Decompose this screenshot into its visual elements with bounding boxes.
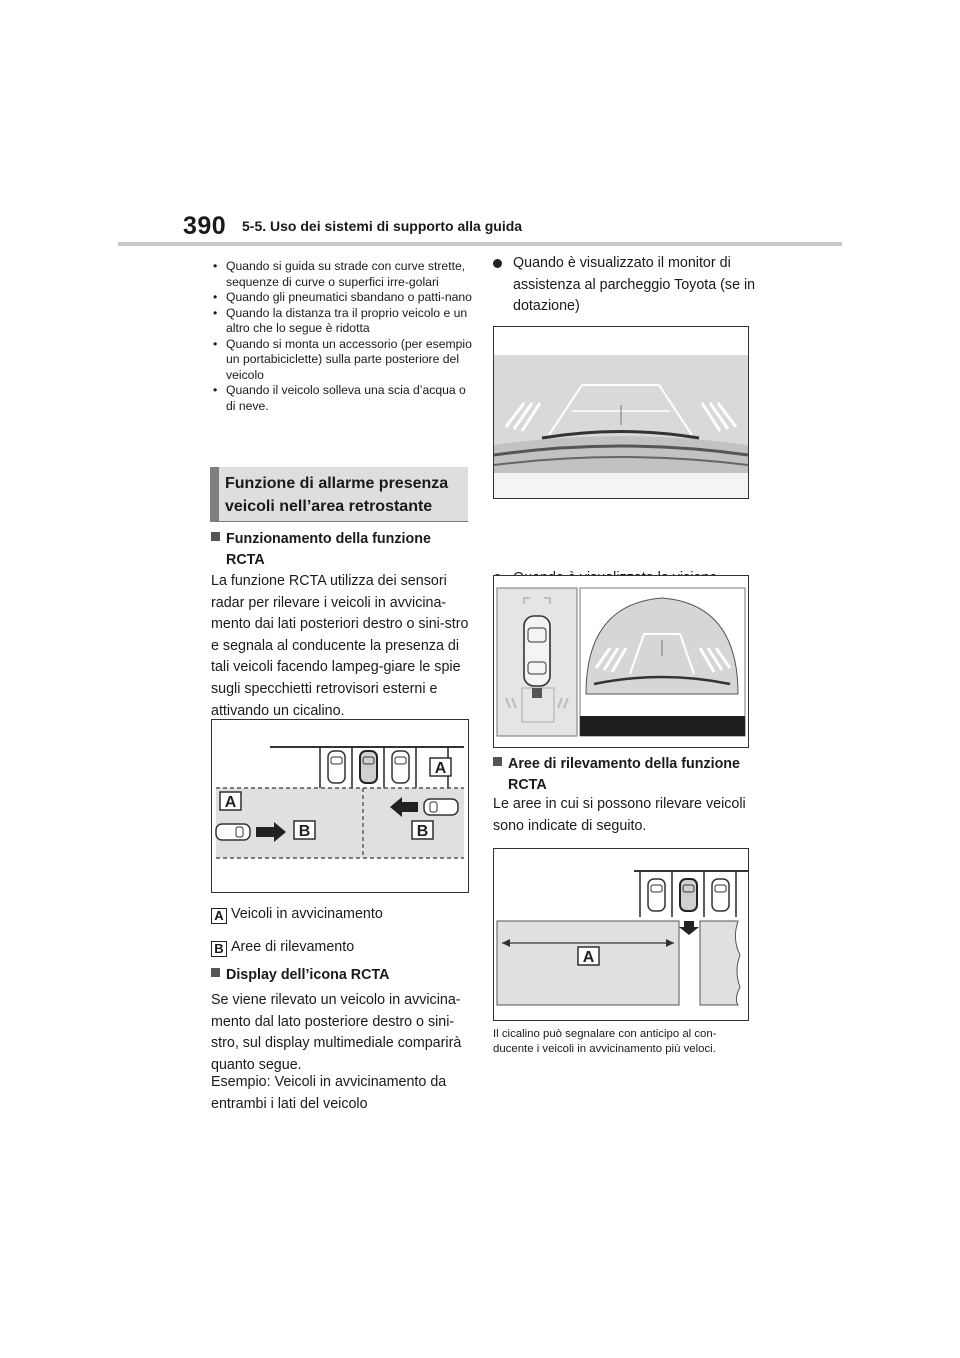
label-a: A bbox=[434, 760, 447, 777]
rcta-detection-diagram bbox=[211, 719, 469, 893]
dot-item-parking-assist: Quando è visualizzato il monitor di assistenza al parcheggio Toyota (se in dotazione) bbox=[493, 253, 765, 318]
list-item: • Quando la distanza tra il proprio veicolo e un altro che lo segue è ridotta bbox=[213, 306, 473, 337]
parked-car-icon bbox=[712, 879, 729, 911]
label-b: B bbox=[416, 823, 429, 840]
list-item: • Quando si guida su strade con curve strette, sequenze di curve o superfici irre-golari bbox=[213, 259, 473, 290]
section-heading-line: veicoli nell’area retrostante bbox=[225, 498, 433, 515]
arrow-down-icon bbox=[679, 921, 699, 935]
approaching-car-icon bbox=[216, 824, 250, 840]
detection-area-diagram bbox=[493, 848, 749, 1021]
detection-area-svg bbox=[494, 849, 748, 1020]
condition-list bbox=[213, 259, 473, 414]
paragraph: Esempio: Veicoli in avvicinamento da entrambi i lati del veicolo bbox=[211, 1074, 447, 1112]
header-rule bbox=[118, 242, 842, 246]
paragraph: La funzione RCTA utilizza dei sensori radar per rilevare i veicoli in avvicina-mento dai lati posteriori destro o sini-stro e segnala al conducente la presenza di tali veicoli facendo lampeg-giare le spie sugli specchietti retrovisori esterni e attivando un cicalino. bbox=[211, 573, 469, 719]
square-bullet-icon bbox=[211, 532, 220, 541]
parked-car-icon bbox=[648, 879, 665, 911]
approaching-car-icon bbox=[424, 799, 458, 815]
paragraph: Le aree in cui si possono rilevare veicoli sono indicate di seguito. bbox=[493, 796, 746, 834]
monitor-svg bbox=[494, 327, 748, 498]
parked-car-icon bbox=[328, 751, 345, 783]
vehicle-top-icon bbox=[524, 616, 550, 686]
subheading-rcta-detection-areas: Aree di rilevamento della funzione RCTA bbox=[493, 754, 753, 796]
key-box: B bbox=[211, 941, 227, 957]
detection-zone bbox=[700, 921, 740, 1005]
parking-assist-monitor-figure bbox=[493, 326, 749, 499]
page-number: 390 bbox=[183, 212, 227, 240]
own-vehicle-icon bbox=[360, 751, 377, 783]
label-a: A bbox=[224, 794, 237, 811]
rcta-diagram-svg bbox=[212, 720, 468, 892]
list-item: • Quando il veicolo solleva una scia d’acqua o di neve. bbox=[213, 383, 473, 414]
subheading-rcta-icon-display: Display dell’icona RCTA bbox=[211, 965, 471, 986]
buzzer-note: Il cicalino può segnalare con anticipo al con-ducente i veicoli in avvicinamento più veloci. bbox=[493, 1028, 717, 1055]
section-header: 5-5. Uso dei sistemi di supporto alla guida bbox=[242, 218, 523, 234]
list-item: • Quando si monta un accessorio (per esempio un portabiciclette) sulla parte posteriore del veicolo bbox=[213, 337, 473, 384]
list-item: • Quando gli pneumatici sbandano o patti-nano bbox=[213, 290, 473, 306]
label-b: B bbox=[298, 823, 311, 840]
legend-a: A Veicoli in avvicinamento bbox=[211, 904, 383, 924]
panoramic-view-monitor-figure bbox=[493, 575, 749, 748]
section-heading-line: Funzione di allarme presenza bbox=[225, 475, 449, 492]
parked-car-icon bbox=[392, 751, 409, 783]
subheading-rcta-operation: Funzionamento della funzione RCTA bbox=[211, 529, 471, 571]
paragraph: Se viene rilevato un veicolo in avvicina-mento dal lato posteriore destro o sini-stro, sul display multimediale comparirà quanto segue. bbox=[211, 992, 462, 1073]
label-a: A bbox=[582, 949, 595, 966]
own-vehicle-icon bbox=[680, 879, 697, 911]
section-heading bbox=[210, 467, 468, 522]
key-box: A bbox=[211, 908, 227, 924]
panoramic-svg bbox=[494, 576, 748, 747]
square-bullet-icon bbox=[211, 968, 220, 977]
square-bullet-icon bbox=[493, 757, 502, 766]
legend-b: B Aree di rilevamento bbox=[211, 937, 354, 957]
